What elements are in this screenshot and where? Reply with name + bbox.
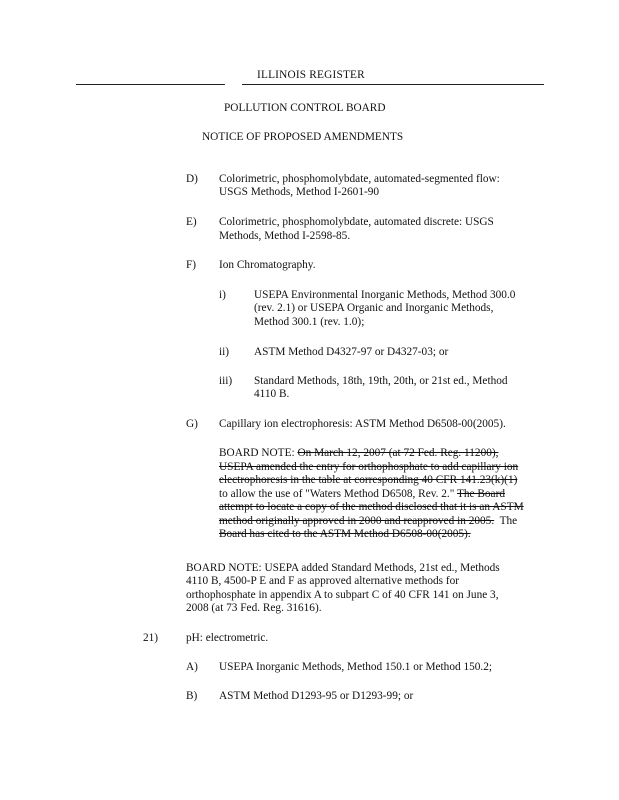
item-21-text: pH: electrometric.: [186, 632, 269, 644]
header-rule-right: [242, 84, 544, 85]
item-e-line2: Methods, Method I-2598-85.: [219, 230, 351, 242]
header-rule-left: [76, 84, 225, 85]
item-f-iii-line2: 4110 B.: [254, 388, 290, 400]
board-note-1-line4: [219, 488, 505, 502]
item-f-i-label: i): [219, 289, 226, 301]
board-note-1-the: The: [494, 515, 518, 527]
board-note-1-line7: [219, 528, 471, 542]
item-f-i-line2: (rev. 2.1) or USEPA Organic and Inorganic Methods,: [254, 302, 494, 314]
register-title: ILLINOIS REGISTER: [257, 69, 365, 81]
item-f-iii-line1: Standard Methods, 18th, 19th, 20th, or 21st ed., Method: [254, 375, 508, 387]
board-note-2-line1: BOARD NOTE: USEPA added Standard Methods, 21st ed., Methods: [186, 562, 500, 574]
item-21-b-text: ASTM Method D1293-95 or D1293-99; or: [219, 690, 414, 702]
item-f-ii-text: ASTM Method D4327-97 or D4327-03; or: [254, 346, 449, 358]
item-f-i-line3: Method 300.1 (rev. 1.0);: [254, 316, 365, 328]
agency-name: POLLUTION CONTROL BOARD: [224, 102, 386, 114]
item-g-label: G): [186, 418, 198, 430]
item-e-line1: Colorimetric, phosphomolybdate, automated discrete: USGS: [219, 216, 494, 228]
board-note-1-line5: attempt to locate a copy of the method disclosed that it is an ASTM: [219, 501, 524, 513]
item-d-line2: USGS Methods, Method I-2601-90: [219, 186, 380, 198]
board-note-1-line2: USEPA amended the entry for orthophosphate to add capillary ion: [219, 461, 519, 473]
board-note-1-line6: [219, 515, 517, 529]
board-note-1-struck-4: The Board: [456, 488, 505, 500]
item-21-label: 21): [143, 632, 159, 644]
item-e-label: E): [186, 216, 197, 228]
item-21-a-label: A): [186, 661, 198, 673]
board-note-2-line3: orthophosphate in appendix A to subpart C of 40 CFR 141 on June 3,: [186, 589, 499, 601]
board-note-1-waters-text: to allow the use of "Waters Method D6508, Rev. 2.": [219, 488, 457, 500]
item-d-label: D): [186, 173, 198, 185]
board-note-1-line1: [219, 447, 498, 461]
board-note-1-struck-6: method originally approved in 2000 and reapproved in 2005.: [219, 515, 495, 527]
item-f-i-line1: USEPA Environmental Inorganic Methods, Method 300.0: [254, 289, 516, 301]
board-note-1-struck-7: Board has cited to the ASTM Method D6508-00(2005).: [219, 528, 471, 540]
board-note-2-line4: 2008 (at 73 Fed. Reg. 31616).: [186, 602, 322, 614]
board-note-1-struck-1: On March 12, 2007 (at 72 Fed. Reg. 11200),: [297, 447, 499, 459]
item-21-a-text: USEPA Inorganic Methods, Method 150.1 or Method 150.2;: [219, 661, 493, 673]
item-f-ii-label: ii): [219, 346, 230, 358]
notice-title: NOTICE OF PROPOSED AMENDMENTS: [202, 131, 404, 143]
board-note-1-prefix: BOARD NOTE:: [219, 447, 298, 459]
item-21-b-label: B): [186, 690, 198, 702]
board-note-1-line3: electrophoresis in the table at corresponding 40 CFR 141.23(k)(1): [219, 474, 518, 486]
board-note-2-line2: 4110 B, 4500-P E and F as approved alternative methods for: [186, 575, 460, 587]
item-f-iii-label: iii): [219, 375, 233, 387]
item-g-text: Capillary ion electrophoresis: ASTM Method D6508-00(2005).: [219, 418, 506, 430]
item-f-text: Ion Chromatography.: [219, 259, 316, 271]
item-f-label: F): [186, 259, 197, 271]
item-d-line1: Colorimetric, phosphomolybdate, automated-segmented flow:: [219, 173, 500, 185]
